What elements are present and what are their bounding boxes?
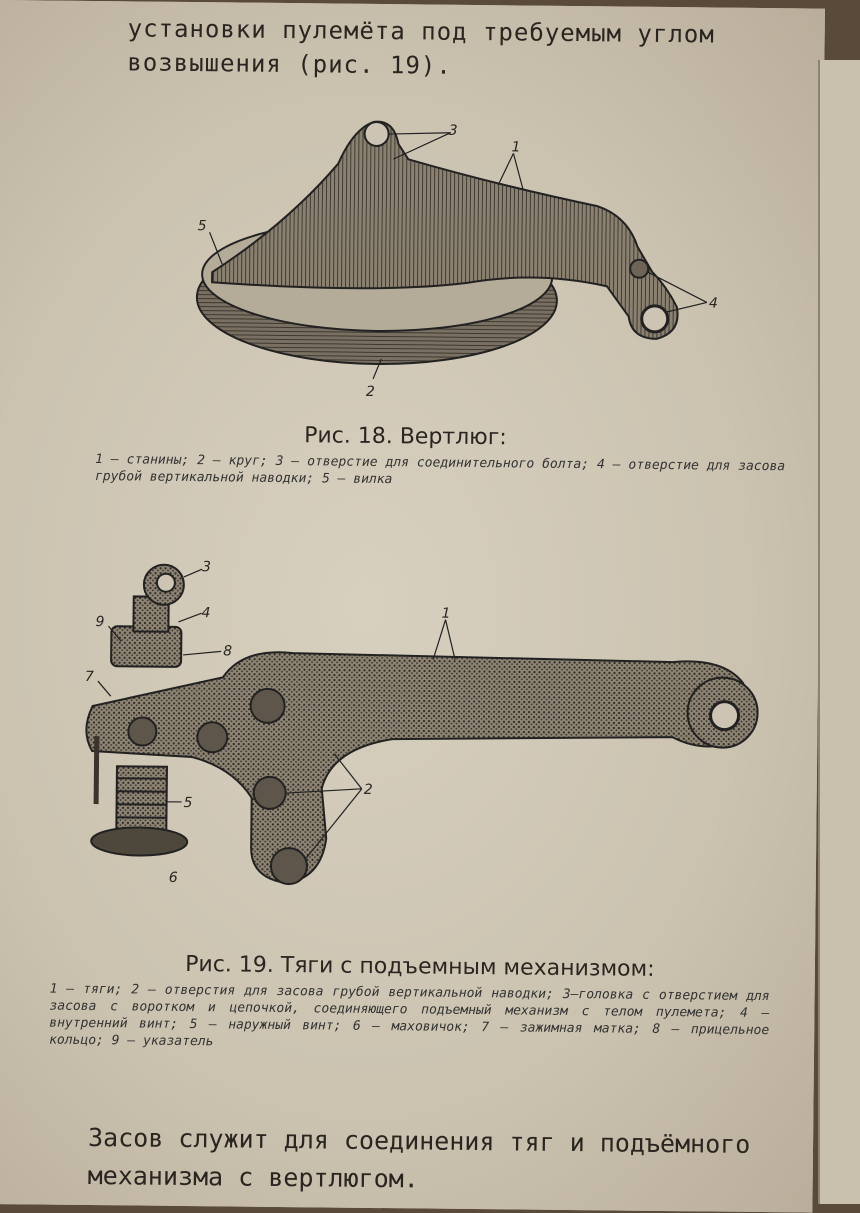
fig18-callout-5: 5 (198, 218, 207, 234)
figure-19-caption: Рис. 19. Тяги с подъемным механизмом: (140, 952, 700, 983)
fig19-callout-8: 8 (223, 643, 232, 659)
fig19-callout-5: 5 (184, 795, 193, 811)
figure-18-caption: Рис. 18. Вертлюг: (195, 422, 615, 451)
fig19-callout-6: 6 (169, 870, 178, 886)
fig18-callout-4: 4 (709, 295, 718, 311)
figure-19-legend: 1 — тяги; 2 — отверстия для засова грубой вертикальной наводки; 3—головка с отверстием для засова с воротком и цепочкой, соединяющего подъемный механизм с телом пулемета; 4 — внутренний винт; 5 — наружный винт; 6 — маховичок; 7 — зажимная матка; 8 — прицельное кольцо; 9 — указатель (49, 981, 770, 1057)
fig19-callout-7: 7 (85, 669, 94, 685)
figure-19-illustration (70, 546, 774, 923)
adjacent-page-edge (818, 60, 860, 1204)
fig19-callout-4: 4 (202, 605, 211, 621)
figure-18-legend: 1 — станины; 2 — круг; 3 — отверстие для соединительного болта; 4 — отверстие для засова грубой вертикальной наводки; 5 — вилка (95, 451, 785, 492)
fig18-callout-3: 3 (449, 123, 458, 139)
fig19-callout-9: 9 (95, 614, 104, 630)
body-paragraph: Засов служит для соединения тяг и подъёмного механизма с вертлюгом. (87, 1119, 768, 1202)
fig19-callout-3: 3 (202, 559, 211, 575)
figure-18-illustration (176, 102, 739, 408)
fig18-callout-2: 2 (366, 384, 375, 400)
fig19-callout-2: 2 (364, 782, 373, 798)
fig18-callout-1: 1 (511, 139, 520, 155)
fig19-callout-1: 1 (442, 606, 451, 622)
top-paragraph: установки пулемёта под требуемым углом возвышения (рис. 19). (127, 11, 778, 86)
